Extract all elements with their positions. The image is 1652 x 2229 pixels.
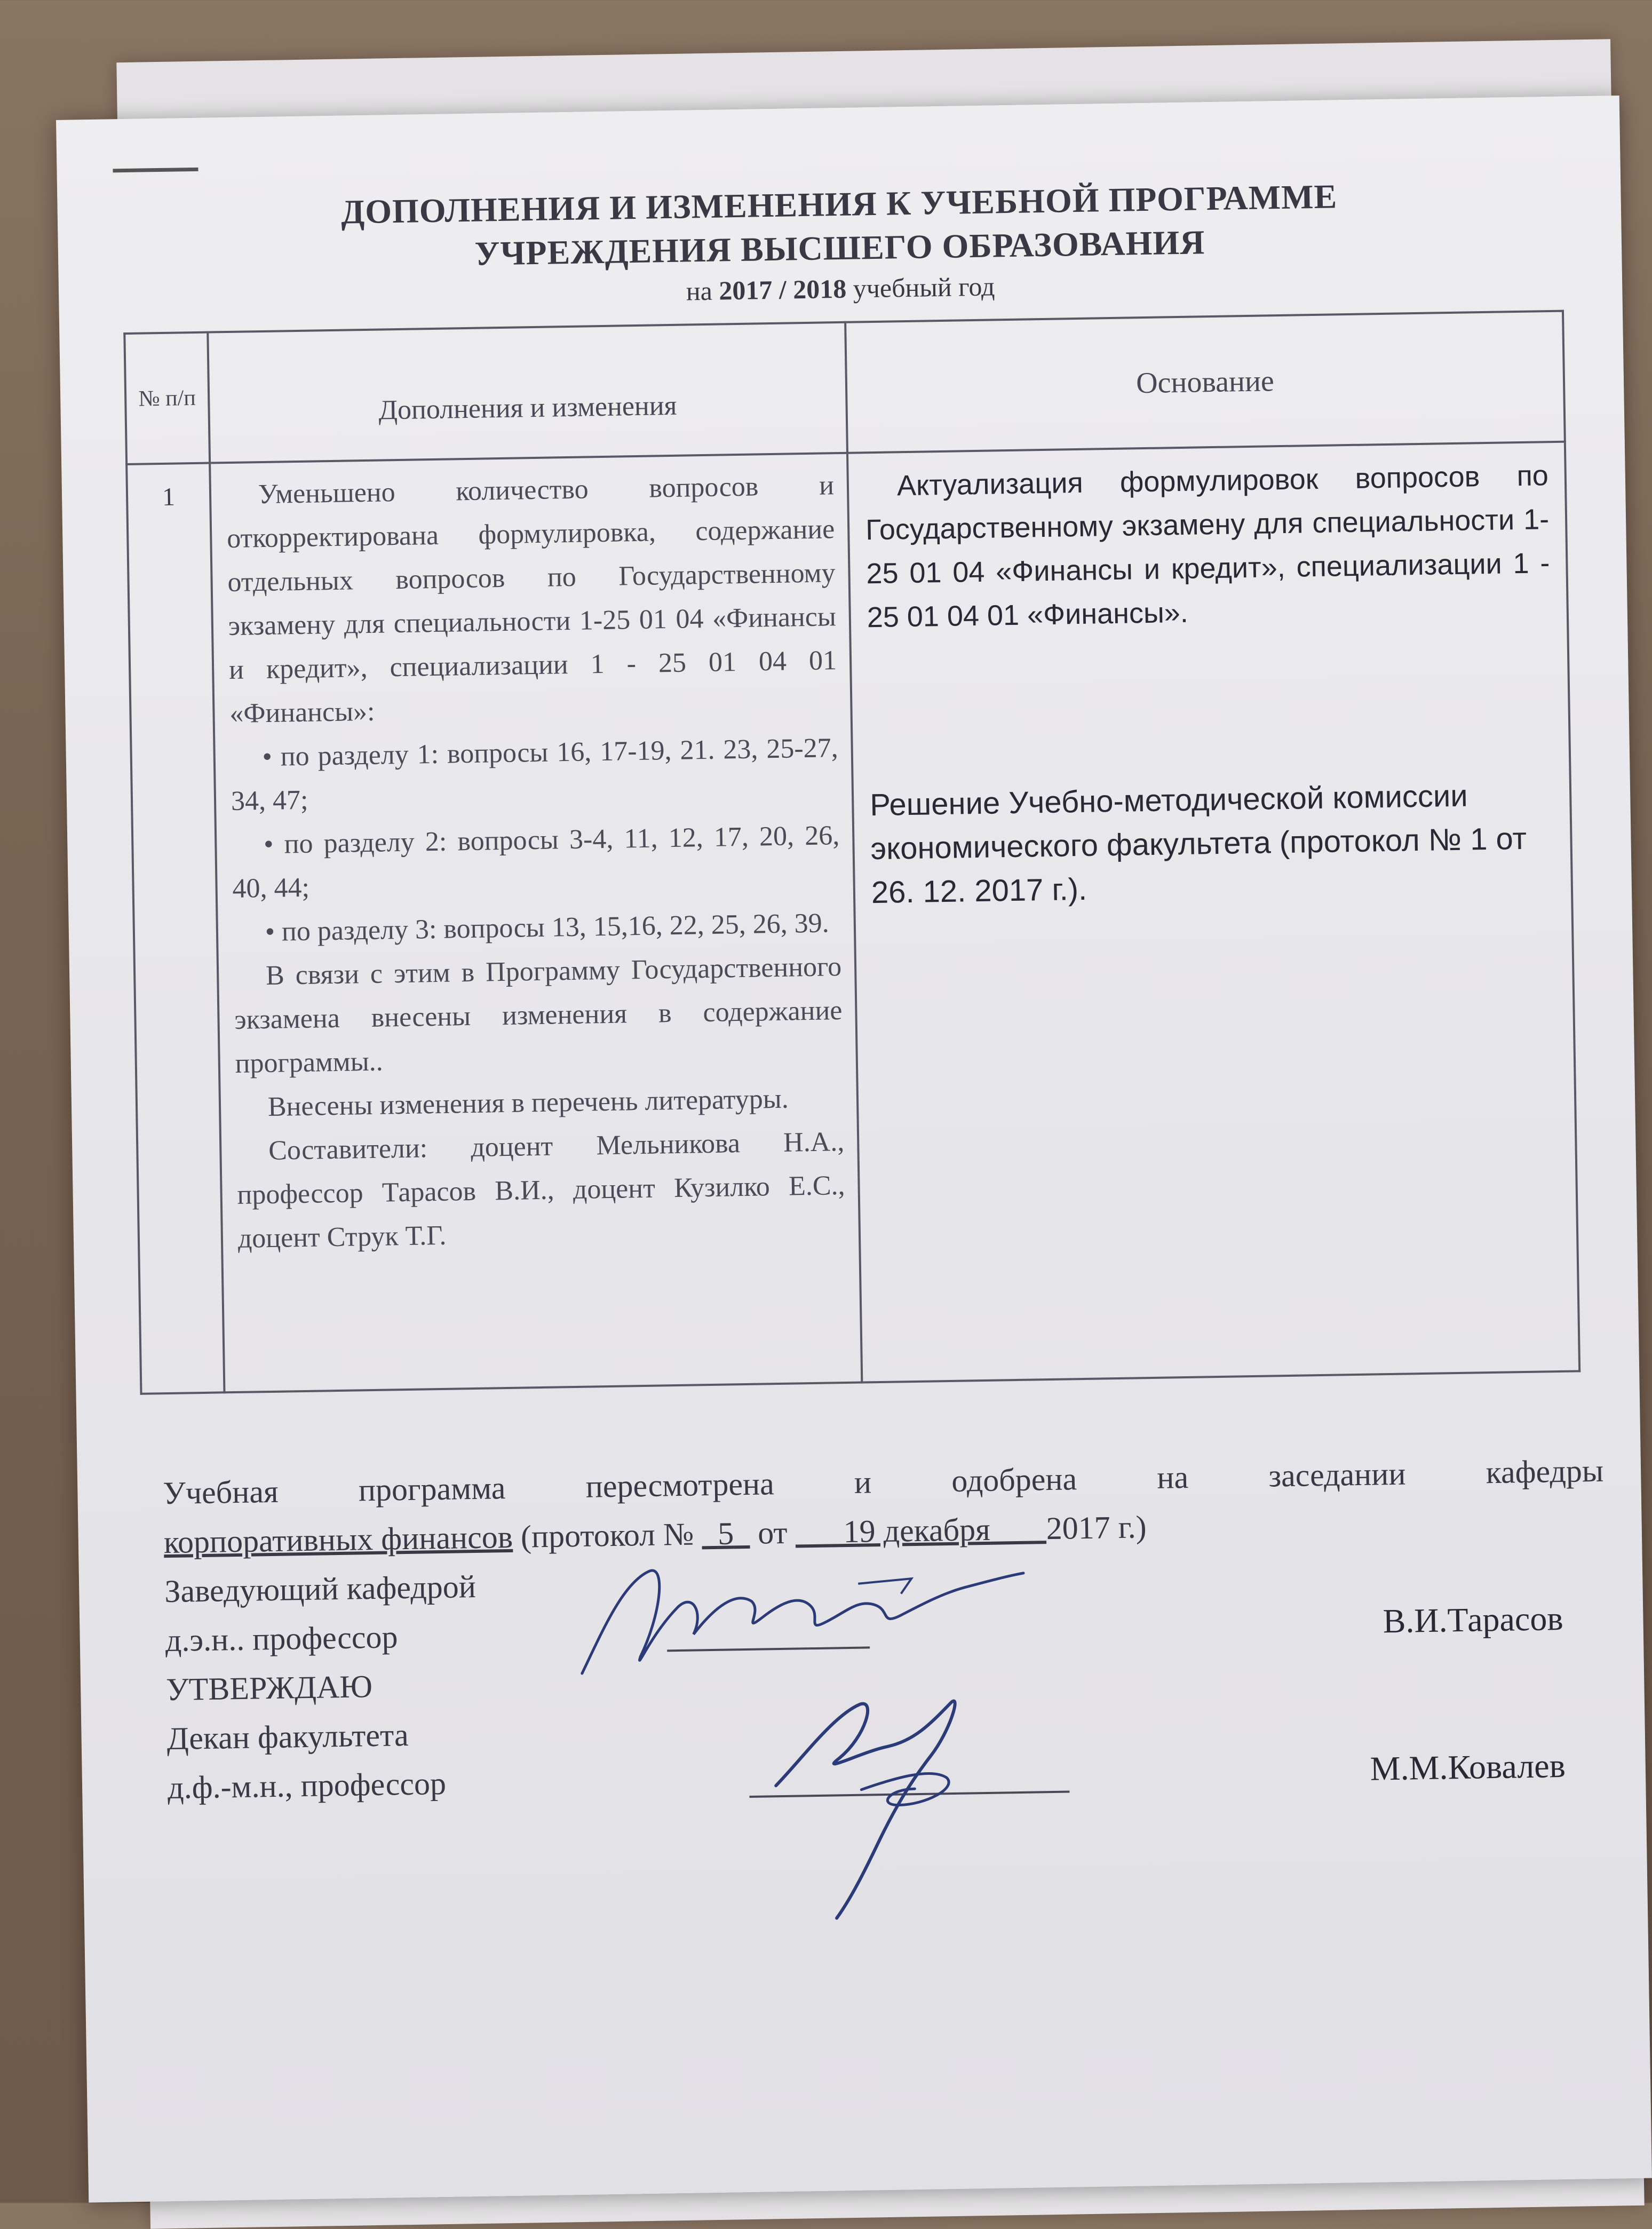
head-degree: д.э.н.. профессор <box>165 1619 399 1659</box>
protocol-year: 2017 г.) <box>1046 1509 1147 1546</box>
table-header-row <box>124 311 1565 464</box>
dean-signature <box>753 1680 1013 1930</box>
dean-title: Декан факультета <box>166 1717 409 1757</box>
changes-bullet-section-2: • по разделу 2: вопросы 3-4, 11, 12, 17, 20, 26, 40, 44; <box>232 820 840 904</box>
protocol-number: 5 <box>717 1516 734 1551</box>
approve-label: УТВЕРЖДАЮ <box>165 1669 373 1708</box>
protocol-date: 19 декабря <box>843 1511 991 1550</box>
title-line-1: ДОПОЛНЕНИЯ И ИЗМЕНЕНИЯ К УЧЕБНОЙ ПРОГРАММЕ <box>340 177 1338 231</box>
header-basis: Основание <box>845 311 1565 453</box>
changes-paragraph: В связи с этим в Программу Государственного экзамена внесены изменения в содержание программы.. <box>234 951 843 1079</box>
title-line-2: УЧРЕЖДЕНИЯ ВЫСШЕГО ОБРАЗОВАНИЯ <box>474 223 1205 273</box>
authors-paragraph: Составители: доцент Мельникова Н.А., профессор Тарасов В.И., доцент Кузилко Е.С., доцент Струк Т.Г. <box>237 1127 845 1254</box>
changes-table <box>123 310 1580 1395</box>
dean-degree: д.ф.-м.н., профессор <box>167 1765 447 1806</box>
row-number: 1 <box>126 463 224 1394</box>
basis-paragraph: Актуализация формулировок вопросов по Государственному экзамену для специальности 1-25 01 04 «Финансы и кредит», специализации 1 - 25 01 04 01 «Финансы». <box>865 459 1550 634</box>
basis-cell <box>847 442 1579 1383</box>
head-signature <box>559 1544 1030 1690</box>
year-suffix: учебный год <box>853 271 995 304</box>
head-title: Заведующий кафедрой <box>164 1568 476 1609</box>
changes-bullet-section-1: • по разделу 1: вопросы 16, 17-19, 21. 23, 25-27, 34, 47; <box>231 733 839 817</box>
header-changes: Дополнения и изменения <box>208 322 847 463</box>
basis-decision: Решение Учебно-методической комиссии экономического факультета (протокол № 1 от 26. 12. 2017 г.). <box>869 778 1527 910</box>
department-name: корпоративных финансов <box>163 1519 513 1560</box>
approval-footer <box>163 1446 1609 1812</box>
header-num: № п/п <box>124 332 210 464</box>
document-page <box>56 96 1652 2203</box>
changes-paragraph: Внесены изменения в перечень литературы. <box>267 1083 789 1122</box>
top-dash <box>113 168 198 173</box>
changes-bullet-section-3: • по разделу 3: вопросы 13, 15,16, 22, 25, 26, 39. <box>265 908 830 948</box>
approval-text: Учебная программа пересмотрена и одобрена на заседании кафедры <box>162 1453 1604 1511</box>
changes-cell <box>210 453 862 1393</box>
year-prefix: на <box>686 275 713 306</box>
year-value: 2017 / 2018 <box>718 273 847 306</box>
head-name: В.И.Тарасов <box>1383 1599 1564 1640</box>
dean-name: М.М.Ковалев <box>1370 1746 1566 1788</box>
protocol-from: от <box>757 1514 788 1551</box>
protocol-prefix: (протокол № <box>520 1516 694 1554</box>
changes-paragraph: Уменьшено количество вопросов и откорректирована формулировка, содержание отдельных вопросов по Государственному экзамену для специальности 1-25 01 04 «Финансы и кредит», специализации 1 - 25 01 04 01 «Финансы»: <box>226 470 837 729</box>
table-row <box>126 442 1579 1394</box>
